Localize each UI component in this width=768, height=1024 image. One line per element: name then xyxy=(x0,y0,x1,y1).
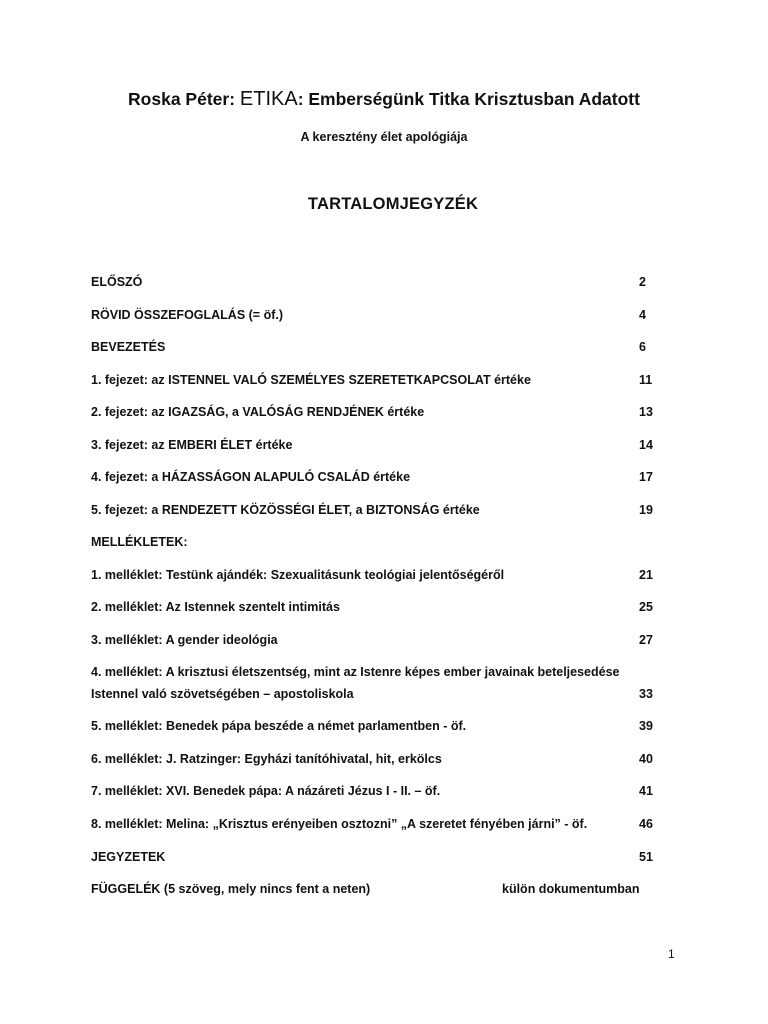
toc-entry-label: 2. fejezet: az IGAZSÁG, a VALÓSÁG RENDJÉNEK értéke xyxy=(91,405,425,419)
title-author: Roska Péter: xyxy=(128,89,240,109)
toc-entry-page: 40 xyxy=(639,752,653,766)
toc-entry-page: 39 xyxy=(639,719,653,733)
toc-entry-page: 25 xyxy=(639,600,653,614)
title-rest: : Emberségünk Titka Krisztusban Adatott xyxy=(297,89,640,109)
toc-entry-page: 14 xyxy=(639,438,653,452)
toc-entry-page: 11 xyxy=(639,373,653,387)
toc-entry-label: 2. melléklet: Az Istennek szentelt intimitás xyxy=(91,600,340,614)
title-main: ETIKA xyxy=(239,88,298,110)
toc-entry-label: 4. fejezet: a HÁZASSÁGON ALAPULÓ CSALÁD értéke xyxy=(91,470,411,484)
document-title xyxy=(0,88,768,111)
toc-entry-label: 6. melléklet: J. Ratzinger: Egyházi tanítóhivatal, hit, erkölcs xyxy=(91,752,442,766)
toc-entry-page: 21 xyxy=(639,568,653,582)
toc-entry-label: ELŐSZÓ xyxy=(91,275,143,289)
toc-entry-page: 13 xyxy=(639,405,653,419)
toc-entry-label: BEVEZETÉS xyxy=(91,340,166,354)
toc-entry-page: 2 xyxy=(639,275,646,289)
toc-entry-label: 5. melléklet: Benedek pápa beszéde a német parlamentben - öf. xyxy=(91,719,467,733)
toc-entry-label: 1. fejezet: az ISTENNEL VALÓ SZEMÉLYES SZERETETKAPCSOLAT értéke xyxy=(91,373,531,387)
toc-entry-label: 7. melléklet: XVI. Benedek pápa: A názáreti Jézus I - II. – öf. xyxy=(91,784,441,798)
toc-entry-label: FÜGGELÉK (5 szöveg, mely nincs fent a neten) xyxy=(91,882,371,896)
toc-entry-label: 4. melléklet: A krisztusi életszentség, mint az Istenre képes ember javainak beteljesedése xyxy=(91,665,620,679)
toc-entry-page: 46 xyxy=(639,817,653,831)
toc-entry-label: 3. fejezet: az EMBERI ÉLET értéke xyxy=(91,438,293,452)
toc-entry-page: 27 xyxy=(639,633,653,647)
toc-entry-label: 3. melléklet: A gender ideológia xyxy=(91,633,278,647)
toc-entry-page: 4 xyxy=(639,308,646,322)
toc-entry-page: 33 xyxy=(639,687,653,701)
toc-entry-label: 8. melléklet: Melina: „Krisztus erényeiben osztozni” „A szeretet fényében járni” - öf. xyxy=(91,817,588,831)
page-number: 1 xyxy=(668,947,675,961)
toc-entry-label: JEGYZETEK xyxy=(91,850,166,864)
toc-entry-page: 19 xyxy=(639,503,653,517)
toc-entry-page: 6 xyxy=(639,340,646,354)
document-subtitle: A keresztény élet apológiája xyxy=(300,130,468,144)
toc-entry-label: 1. melléklet: Testünk ajándék: Szexualitásunk teológiai jelentőségéről xyxy=(91,568,505,582)
toc-entry-page: külön dokumentumban xyxy=(502,882,640,896)
toc-entry-label-continued: Istennel való szövetségében – apostoliskola xyxy=(91,687,354,701)
toc-heading: TARTALOMJEGYZÉK xyxy=(307,195,479,213)
toc-entry-label: MELLÉKLETEK: xyxy=(91,535,188,549)
toc-entry-label: 5. fejezet: a RENDEZETT KÖZÖSSÉGI ÉLET, a BIZTONSÁG értéke xyxy=(91,503,480,517)
toc-entry-page: 51 xyxy=(639,850,653,864)
toc-entry-label: RÖVID ÖSSZEFOGLALÁS (= öf.) xyxy=(91,308,284,322)
toc-entry-page: 17 xyxy=(639,470,653,484)
toc-entry-page: 41 xyxy=(639,784,653,798)
